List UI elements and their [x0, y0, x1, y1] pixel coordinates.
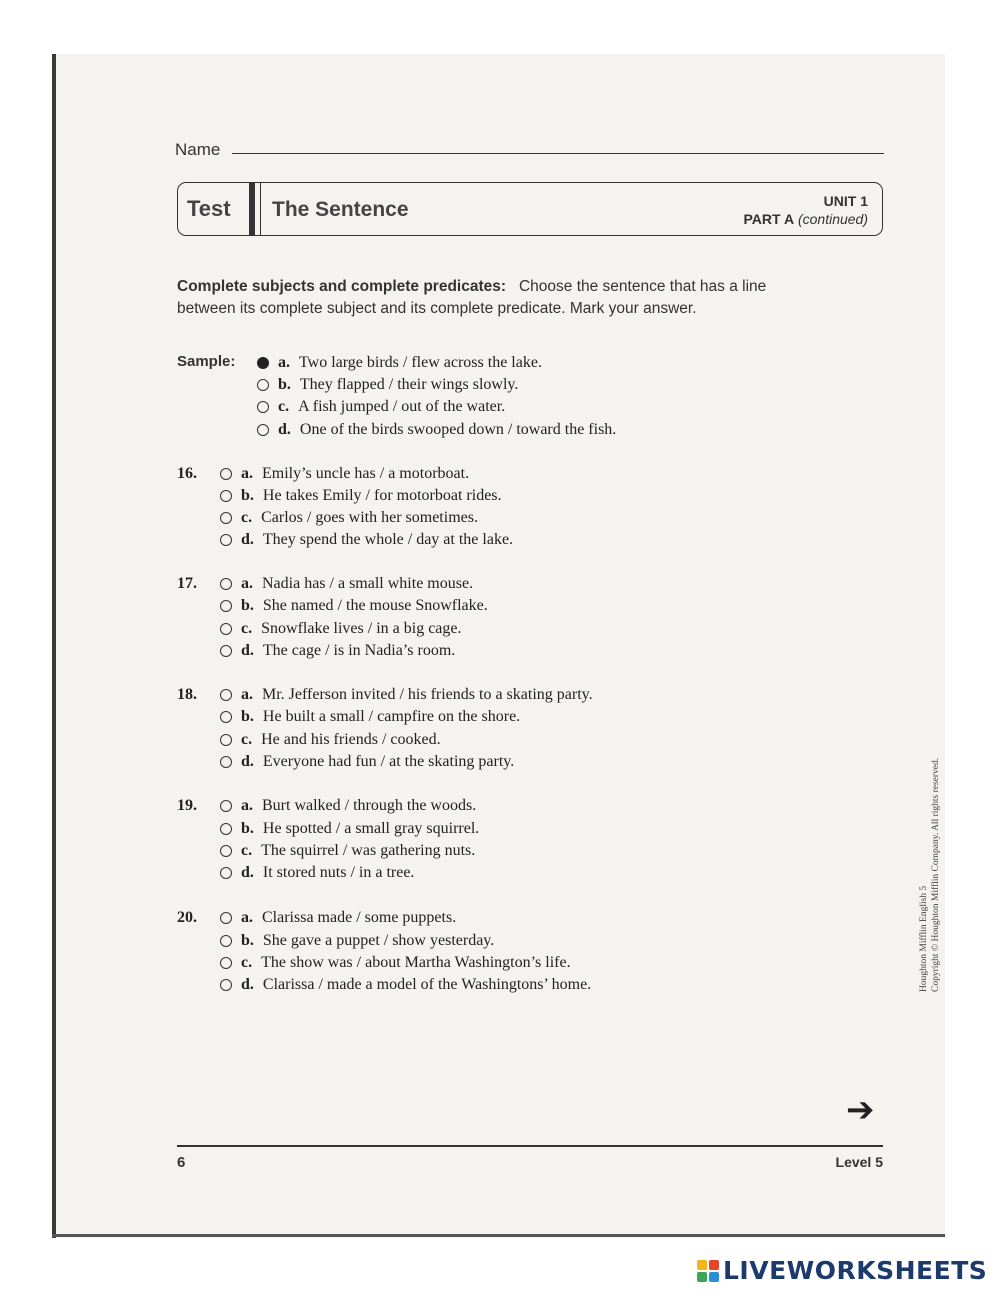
option-letter: b. [241, 708, 254, 725]
option-letter: a. [241, 797, 253, 814]
option-letter: d. [278, 421, 291, 438]
option-letter: b. [241, 487, 254, 504]
empty-bubble-icon[interactable] [220, 490, 232, 502]
question-19-option-a[interactable] [220, 795, 476, 817]
question-18-option-a[interactable] [220, 684, 593, 706]
option-letter: c. [241, 509, 253, 526]
empty-bubble-icon[interactable] [220, 711, 232, 723]
question-16-option-b[interactable] [220, 485, 502, 507]
option-text: Emily’s uncle has / a motorboat. [262, 465, 470, 482]
copyright-notice [918, 758, 942, 992]
option-text: Clarissa / made a model of the Washingtons’ home. [262, 976, 592, 993]
empty-bubble-icon[interactable] [220, 468, 232, 480]
option-letter: d. [241, 753, 254, 770]
copyright-line-2: Copyright © Houghton Mifflin Company. All rights reserved. [931, 757, 941, 992]
empty-bubble-icon[interactable] [220, 845, 232, 857]
empty-bubble-icon[interactable] [257, 379, 269, 391]
option-text: He takes Emily / for motorboat rides. [262, 487, 502, 504]
logo-square [697, 1260, 707, 1270]
option-letter: d. [241, 531, 254, 548]
option-letter: a. [241, 686, 253, 703]
right-arrow-icon[interactable]: ➔ [846, 1091, 875, 1129]
empty-bubble-icon[interactable] [220, 756, 232, 768]
name-label: Name [175, 140, 221, 159]
option-letter: d. [241, 864, 254, 881]
logo-square [709, 1272, 719, 1282]
option-text: A fish jumped / out of the water. [298, 398, 506, 415]
question-18-option-b[interactable] [220, 706, 520, 728]
header-divider [249, 183, 255, 235]
question-17-option-c[interactable] [220, 618, 462, 640]
question-20-option-d[interactable] [220, 974, 591, 996]
sample-option-c[interactable] [257, 396, 505, 418]
question-17-number: 17. [177, 575, 197, 592]
empty-bubble-icon[interactable] [220, 867, 232, 879]
test-label: Test [187, 196, 231, 221]
question-16-number: 16. [177, 465, 197, 482]
option-text: Burt walked / through the woods. [262, 797, 477, 814]
empty-bubble-icon[interactable] [220, 734, 232, 746]
empty-bubble-icon[interactable] [220, 689, 232, 701]
option-text: Carlos / goes with her sometimes. [261, 509, 478, 526]
level-label: Level 5 [835, 1154, 883, 1170]
sample-label: Sample: [177, 353, 236, 370]
option-letter: b. [241, 820, 254, 837]
option-text: The show was / about Martha Washington’s life. [261, 954, 571, 971]
liveworksheets-logo-icon [697, 1260, 719, 1282]
empty-bubble-icon[interactable] [257, 401, 269, 413]
page-edge [52, 1234, 945, 1237]
liveworksheets-brand [697, 1256, 987, 1285]
option-letter: d. [241, 642, 254, 659]
empty-bubble-icon[interactable] [257, 424, 269, 436]
brand-text: LIVEWORKSHEETS [723, 1256, 988, 1285]
logo-square [709, 1260, 719, 1270]
option-text: One of the birds swooped down / toward the fish. [299, 421, 617, 438]
empty-bubble-icon[interactable] [220, 935, 232, 947]
option-text: They flapped / their wings slowly. [299, 376, 519, 393]
option-text: Nadia has / a small white mouse. [262, 575, 474, 592]
option-text: Snowflake lives / in a big cage. [261, 620, 462, 637]
empty-bubble-icon[interactable] [220, 979, 232, 991]
header-divider-thin [260, 183, 261, 235]
test-title: The Sentence [272, 198, 409, 221]
question-19-option-b[interactable] [220, 818, 479, 840]
empty-bubble-icon[interactable] [220, 800, 232, 812]
empty-bubble-icon[interactable] [220, 512, 232, 524]
option-text: He spotted / a small gray squirrel. [262, 820, 480, 837]
question-16-option-a[interactable] [220, 463, 469, 485]
option-letter: c. [241, 954, 253, 971]
empty-bubble-icon[interactable] [220, 912, 232, 924]
option-text: They spend the whole / day at the lake. [262, 531, 514, 548]
option-letter: c. [241, 842, 253, 859]
question-20-option-c[interactable] [220, 952, 571, 974]
part-label [744, 211, 869, 227]
sample-option-d[interactable] [257, 419, 616, 441]
empty-bubble-icon[interactable] [220, 623, 232, 635]
question-19-number: 19. [177, 797, 197, 814]
question-16-option-c[interactable] [220, 507, 478, 529]
empty-bubble-icon[interactable] [220, 823, 232, 835]
part-note: (continued) [797, 211, 868, 227]
instructions-heading: Complete subjects and complete predicates: [177, 278, 507, 295]
question-19-option-c[interactable] [220, 840, 475, 862]
option-letter: b. [278, 376, 291, 393]
question-17-option-b[interactable] [220, 595, 488, 617]
option-letter: c. [241, 620, 253, 637]
empty-bubble-icon[interactable] [220, 578, 232, 590]
copyright-line-1: Houghton Mifflin English 5 [919, 885, 929, 992]
name-line [232, 153, 884, 154]
option-text: Clarissa made / some puppets. [262, 909, 457, 926]
option-letter: a. [241, 465, 253, 482]
footer-rule [177, 1145, 883, 1147]
option-text: He and his friends / cooked. [261, 731, 441, 748]
question-19-option-d[interactable] [220, 862, 414, 884]
option-text: Mr. Jefferson invited / his friends to a skating party. [262, 686, 593, 703]
option-letter: b. [241, 597, 254, 614]
sample-option-b[interactable] [257, 374, 518, 396]
question-18-option-d[interactable] [220, 751, 514, 773]
empty-bubble-icon[interactable] [220, 600, 232, 612]
option-text: Two large birds / flew across the lake. [299, 354, 542, 371]
question-18-number: 18. [177, 686, 197, 703]
option-text: She named / the mouse Snowflake. [262, 597, 488, 614]
part-name: PART A [743, 211, 795, 227]
option-text: The cage / is in Nadia’s room. [262, 642, 456, 659]
logo-square [697, 1272, 707, 1282]
question-20-number: 20. [177, 909, 197, 926]
option-text: The squirrel / was gathering nuts. [261, 842, 476, 859]
instructions-text: Choose the sentence that has a line between its complete subject and its complete predicate. Mark your answer. [177, 278, 767, 317]
option-letter: c. [278, 398, 290, 415]
filled-bubble-icon[interactable] [257, 357, 269, 369]
instructions [177, 276, 817, 320]
option-text: He built a small / campfire on the shore. [262, 708, 521, 725]
question-17-option-d[interactable] [220, 640, 455, 662]
option-letter: a. [241, 909, 253, 926]
unit-label: UNIT 1 [823, 193, 868, 209]
empty-bubble-icon[interactable] [220, 645, 232, 657]
empty-bubble-icon[interactable] [220, 957, 232, 969]
option-letter: d. [241, 976, 254, 993]
option-text: Everyone had fun / at the skating party. [262, 753, 515, 770]
option-text: She gave a puppet / show yesterday. [262, 932, 495, 949]
option-letter: b. [241, 932, 254, 949]
option-letter: a. [278, 354, 290, 371]
question-20-option-a[interactable] [220, 907, 456, 929]
empty-bubble-icon[interactable] [220, 534, 232, 546]
option-letter: a. [241, 575, 253, 592]
option-text: It stored nuts / in a tree. [262, 864, 415, 881]
question-17-option-a[interactable] [220, 573, 473, 595]
sample-option-a[interactable] [257, 352, 542, 374]
question-20-option-b[interactable] [220, 930, 494, 952]
page-number: 6 [177, 1154, 186, 1171]
question-18-option-c[interactable] [220, 729, 441, 751]
question-16-option-d[interactable] [220, 529, 513, 551]
option-letter: c. [241, 731, 253, 748]
